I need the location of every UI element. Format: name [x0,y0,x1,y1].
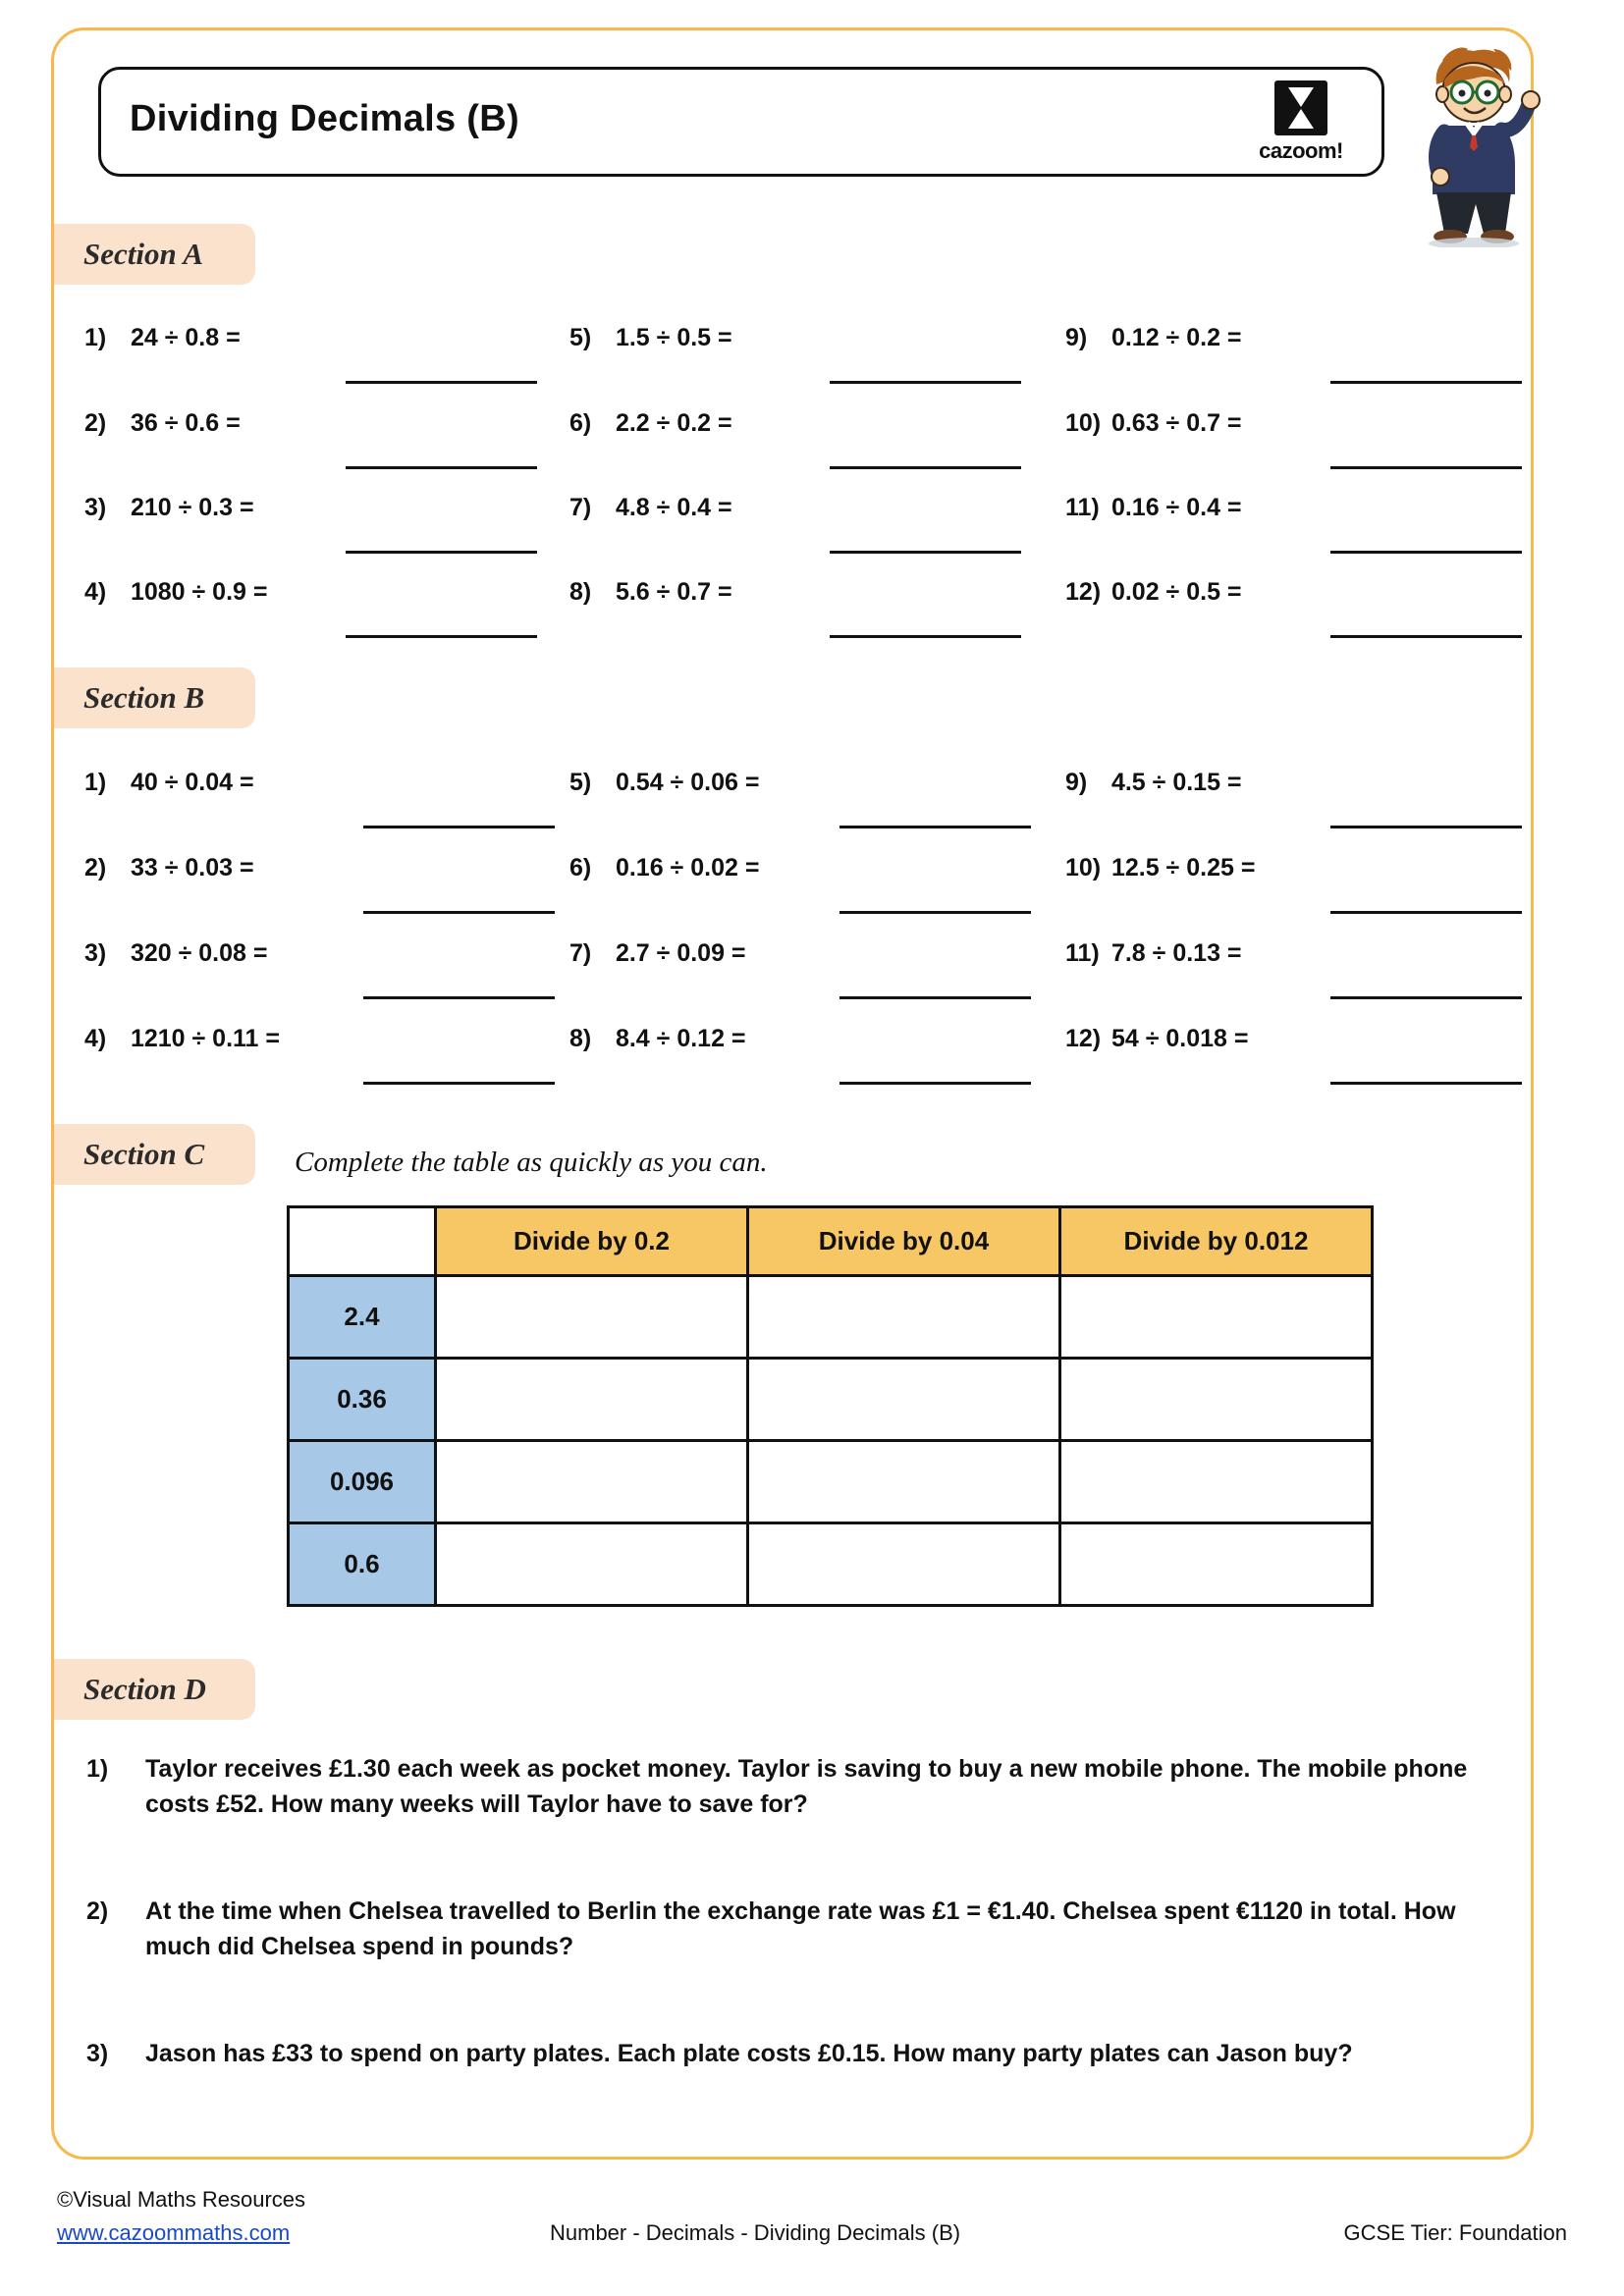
question-number: 3) [84,939,107,967]
question-number: 6) [569,409,592,437]
answer-line-a-8[interactable] [830,635,1021,638]
answer-line-a-2[interactable] [346,466,537,469]
question-number: 11) [1065,494,1100,521]
question-text: 0.16 ÷ 0.4 = [1110,494,1242,521]
question-number: 2) [84,854,107,881]
question-b-3 [84,939,267,968]
answer-line-b-11[interactable] [1330,996,1522,999]
question-number: 3) [84,494,107,521]
answer-line-b-4[interactable] [363,1082,555,1085]
answer-line-a-12[interactable] [1330,635,1522,638]
question-a-11 [1065,494,1242,522]
question-text: 7.8 ÷ 0.13 = [1110,939,1242,967]
question-a-6 [569,409,732,438]
question-number: 7) [569,494,592,521]
question-text: 0.02 ÷ 0.5 = [1110,578,1242,606]
question-number: 8) [569,1025,592,1052]
question-d-3 [86,2037,1515,2072]
answer-line-b-8[interactable] [839,1082,1031,1085]
question-text: 0.54 ÷ 0.06 = [615,769,760,796]
page-border [51,27,1534,2160]
section-c-header: Section C [54,1124,255,1185]
question-b-11 [1065,939,1242,968]
table-answer-cell[interactable] [748,1523,1060,1606]
answer-line-a-6[interactable] [830,466,1021,469]
question-b-8 [569,1025,746,1053]
question-number: 1) [84,324,107,351]
question-a-3 [84,494,254,522]
answer-line-b-10[interactable] [1330,911,1522,914]
table-row [289,1441,1373,1523]
footer-copyright: ©Visual Maths Resources [57,2187,306,2212]
answer-line-a-1[interactable] [346,381,537,384]
table-answer-cell[interactable] [436,1523,748,1606]
question-text: 40 ÷ 0.04 = [130,769,254,796]
question-text: Taylor receives £1.30 each week as pocket money. Taylor is saving to buy a new mobile phone. The mobile phone costs £52. How many weeks will Taylor have to save for? [145,1755,1468,1818]
question-number: 6) [569,854,592,881]
question-a-8 [569,578,732,607]
table-row [289,1359,1373,1441]
cazoom-logo [1232,80,1370,165]
question-text: 36 ÷ 0.6 = [130,409,241,437]
answer-line-b-12[interactable] [1330,1082,1522,1085]
table-row [289,1276,1373,1359]
question-number: 7) [569,939,592,967]
answer-line-b-1[interactable] [363,826,555,828]
question-number: 9) [1065,324,1088,351]
question-a-10 [1065,409,1242,438]
table-corner-cell [289,1207,436,1276]
table-row-header: 0.6 [289,1523,436,1606]
question-number: 3) [86,2040,109,2067]
answer-line-a-5[interactable] [830,381,1021,384]
question-a-9 [1065,324,1242,352]
question-text: 0.12 ÷ 0.2 = [1110,324,1242,351]
question-number: 4) [84,1025,107,1052]
question-text: Jason has £33 to spend on party plates. Each plate costs £0.15. How many party plates can Jason buy? [145,2040,1353,2067]
page-title: Dividing Decimals (B) [130,98,519,139]
question-text: 2.7 ÷ 0.09 = [615,939,746,967]
question-number: 1) [84,769,107,796]
answer-line-b-6[interactable] [839,911,1031,914]
question-text: 4.5 ÷ 0.15 = [1110,769,1242,796]
table-answer-cell[interactable] [436,1359,748,1441]
question-number: 11) [1065,939,1100,967]
question-a-4 [84,578,267,607]
table-answer-cell[interactable] [748,1276,1060,1359]
question-text: 320 ÷ 0.08 = [130,939,268,967]
question-b-12 [1065,1025,1248,1053]
question-text: 24 ÷ 0.8 = [130,324,241,351]
answer-line-b-5[interactable] [839,826,1031,828]
table-answer-cell[interactable] [1060,1276,1373,1359]
table-row-header: 2.4 [289,1276,436,1359]
question-text: 12.5 ÷ 0.25 = [1110,854,1256,881]
table-answer-cell[interactable] [1060,1359,1373,1441]
table-header-row [289,1207,1373,1276]
mascot-illustration [1399,41,1546,247]
question-a-12 [1065,578,1242,607]
table-row-header: 0.096 [289,1441,436,1523]
answer-line-a-9[interactable] [1330,381,1522,384]
question-number: 9) [1065,769,1088,796]
question-text: 4.8 ÷ 0.4 = [615,494,732,521]
question-text: 0.16 ÷ 0.02 = [615,854,760,881]
table-col-header-3: Divide by 0.012 [1060,1207,1373,1276]
question-text: 8.4 ÷ 0.12 = [615,1025,746,1052]
question-b-10 [1065,854,1255,882]
question-d-2 [86,1895,1515,1964]
table-row [289,1523,1373,1606]
question-a-2 [84,409,241,438]
section-b-header: Section B [54,667,255,728]
question-b-6 [569,854,759,882]
question-b-7 [569,939,746,968]
question-text: 1.5 ÷ 0.5 = [615,324,732,351]
question-text: 0.63 ÷ 0.7 = [1110,409,1242,437]
section-a-header: Section A [54,224,255,285]
table-row-header: 0.36 [289,1359,436,1441]
table-answer-cell[interactable] [748,1441,1060,1523]
question-b-1 [84,769,254,797]
section-c-instruction: Complete the table as quickly as you can. [295,1147,768,1178]
answer-line-b-9[interactable] [1330,826,1522,828]
question-number: 5) [569,769,592,796]
footer-topic: Number - Decimals - Dividing Decimals (B) [550,2220,961,2245]
question-text: 1210 ÷ 0.11 = [130,1025,281,1052]
divide-table [287,1205,1374,1607]
question-text: 54 ÷ 0.018 = [1110,1025,1249,1052]
question-number: 1) [86,1755,109,1783]
answer-line-a-11[interactable] [1330,551,1522,554]
question-a-7 [569,494,732,522]
table-col-header-2: Divide by 0.04 [748,1207,1060,1276]
question-text: At the time when Chelsea travelled to Berlin the exchange rate was £1 = €1.40. Chelsea spent €1120 in total. How much did Chelsea spend in pounds? [145,1897,1456,1960]
table-answer-cell[interactable] [748,1359,1060,1441]
question-b-9 [1065,769,1242,797]
question-text: 33 ÷ 0.03 = [130,854,254,881]
question-text: 210 ÷ 0.3 = [130,494,254,521]
question-number: 8) [569,578,592,606]
question-text: 2.2 ÷ 0.2 = [615,409,732,437]
footer-tier: GCSE Tier: Foundation [1343,2220,1567,2245]
question-number: 10) [1065,854,1102,881]
cazoom-logo-icon [1274,80,1327,135]
answer-line-b-3[interactable] [363,996,555,999]
table-col-header-1: Divide by 0.2 [436,1207,748,1276]
question-text: 5.6 ÷ 0.7 = [615,578,732,606]
question-a-5 [569,324,732,352]
answer-line-a-10[interactable] [1330,466,1522,469]
question-b-4 [84,1025,280,1053]
question-number: 4) [84,578,107,606]
answer-line-b-7[interactable] [839,996,1031,999]
table-answer-cell[interactable] [1060,1523,1373,1606]
question-number: 2) [86,1897,109,1925]
question-b-2 [84,854,254,882]
answer-line-a-7[interactable] [830,551,1021,554]
footer-website-link[interactable]: www.cazoommaths.com [57,2220,291,2245]
answer-line-a-4[interactable] [346,635,537,638]
question-b-5 [569,769,759,797]
question-number: 12) [1065,578,1102,606]
question-a-1 [84,324,241,352]
table-answer-cell[interactable] [436,1276,748,1359]
cazoom-logo-text: cazoom! [1259,138,1343,163]
question-text: 1080 ÷ 0.9 = [130,578,268,606]
question-number: 12) [1065,1025,1102,1052]
section-d-header: Section D [54,1659,255,1720]
answer-line-a-3[interactable] [346,551,537,554]
question-d-1 [86,1752,1515,1822]
table-answer-cell[interactable] [1060,1441,1373,1523]
question-number: 2) [84,409,107,437]
table-answer-cell[interactable] [436,1441,748,1523]
question-number: 5) [569,324,592,351]
answer-line-b-2[interactable] [363,911,555,914]
question-number: 10) [1065,409,1102,437]
